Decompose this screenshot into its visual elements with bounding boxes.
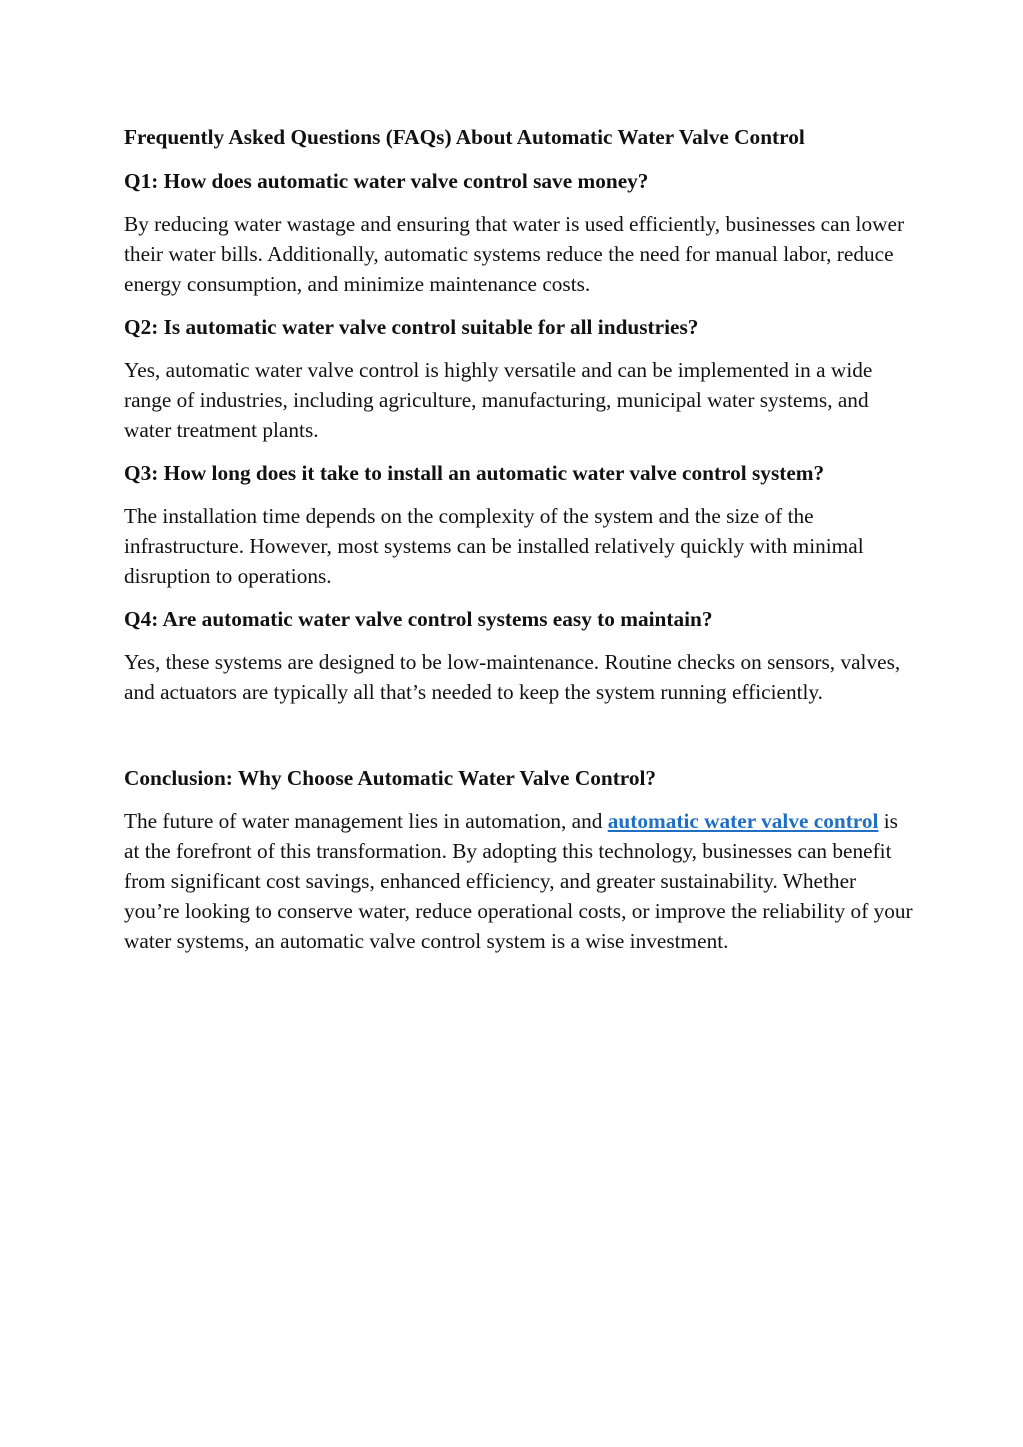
faq-item-4 xyxy=(124,604,914,707)
conclusion-section xyxy=(124,763,914,956)
faq-question: Q1: How does automatic water valve control save money? xyxy=(124,169,649,193)
faq-answer: By reducing water wastage and ensuring that water is used efficiently, businesses can lower their water bills. Additionally, automatic systems reduce the need for manual labor, reduce energy consumption, and minimize maintenance costs. xyxy=(124,212,905,296)
faq-item-2 xyxy=(124,312,914,445)
faq-question: Q3: How long does it take to install an automatic water valve control system? xyxy=(124,461,825,485)
conclusion-text-before-link: The future of water management lies in automation, and xyxy=(124,809,608,833)
faq-item-1 xyxy=(124,166,914,299)
section-spacer xyxy=(124,720,914,763)
faq-answer: The installation time depends on the complexity of the system and the size of the infrastructure. However, most systems can be installed relatively quickly with minimal disruption to operations. xyxy=(124,504,864,588)
faq-question: Q2: Is automatic water valve control suitable for all industries? xyxy=(124,315,699,339)
faq-answer: Yes, automatic water valve control is highly versatile and can be implemented in a wide range of industries, including agriculture, manufacturing, municipal water systems, and water treatment plants. xyxy=(124,358,873,442)
faq-question: Q4: Are automatic water valve control systems easy to maintain? xyxy=(124,607,713,631)
conclusion-heading: Conclusion: Why Choose Automatic Water Valve Control? xyxy=(124,766,657,790)
faq-answer: Yes, these systems are designed to be low-maintenance. Routine checks on sensors, valves, and actuators are typically all that’s needed to keep the system running efficiently. xyxy=(124,650,901,704)
conclusion-paragraph xyxy=(124,806,914,956)
page-title: Frequently Asked Questions (FAQs) About Automatic Water Valve Control xyxy=(124,125,805,149)
document-page xyxy=(124,122,914,969)
conclusion-text-after-link: is at the forefront of this transformation. By adopting this technology, businesses can benefit from significant cost savings, enhanced efficiency, and greater sustainability. Whether you’re looking to conserve water, reduce operational costs, or improve the reliability of your water systems, an automatic valve control system is a wise investment. xyxy=(124,809,913,953)
automatic-water-valve-control-link[interactable]: automatic water valve control xyxy=(607,809,879,833)
faq-item-3 xyxy=(124,458,914,591)
